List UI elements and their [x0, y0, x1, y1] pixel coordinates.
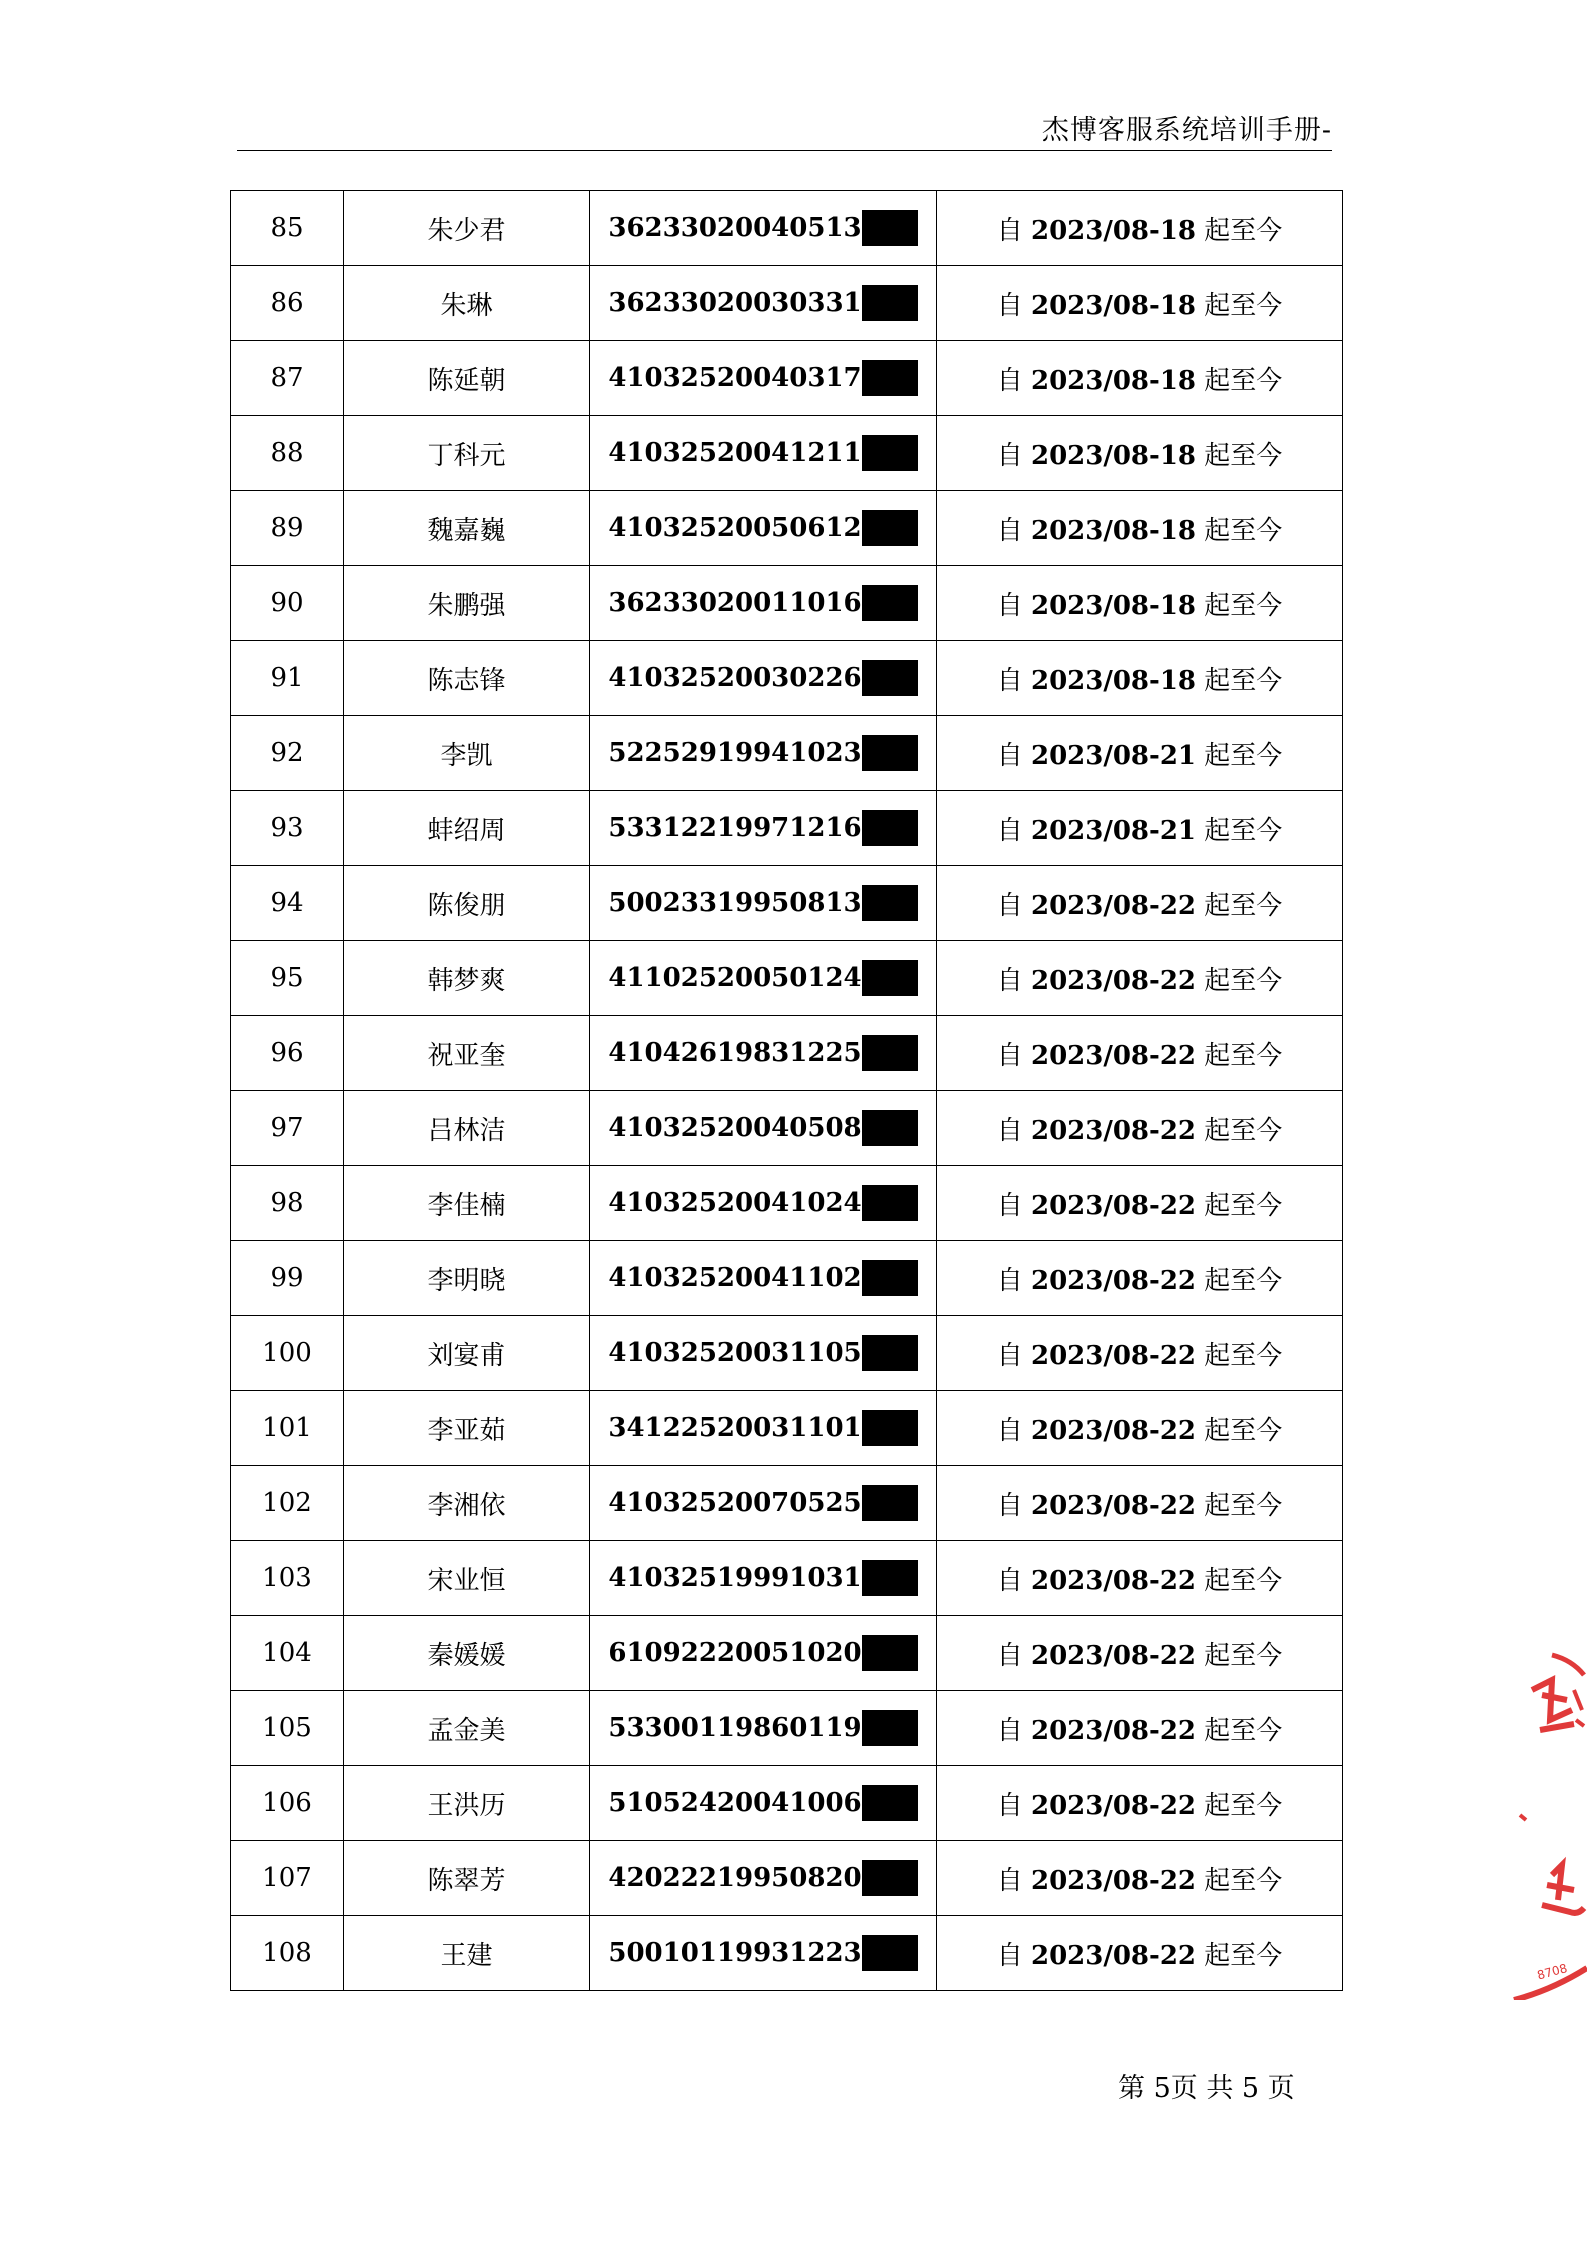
row-index: 102: [231, 1466, 344, 1541]
table-row: [231, 341, 1343, 416]
period-cell: [937, 641, 1343, 716]
id-number-cell: [590, 1016, 937, 1091]
period-prefix: 自: [996, 815, 1023, 846]
period-suffix: 起至今: [1204, 815, 1283, 846]
period-prefix: 自: [996, 1415, 1023, 1446]
official-seal-stamp: [1512, 1650, 1587, 2000]
period-cell: [937, 266, 1343, 341]
id-number-cell: [590, 491, 937, 566]
period-date: 2023/08-21: [1030, 815, 1196, 846]
period-suffix: 起至今: [1204, 665, 1283, 696]
period-cell: [937, 791, 1343, 866]
redaction-block: [862, 1110, 918, 1146]
table-row: [231, 1916, 1343, 1991]
id-number: 41032520041024: [608, 1188, 862, 1218]
period-prefix: 自: [996, 1640, 1023, 1671]
period-prefix: 自: [996, 1265, 1023, 1296]
person-name: 陈俊朋: [344, 866, 590, 941]
period-prefix: 自: [996, 1790, 1023, 1821]
row-index: 99: [231, 1241, 344, 1316]
period-suffix: 起至今: [1204, 515, 1283, 546]
period-suffix: 起至今: [1204, 1190, 1283, 1221]
table-row: [231, 1391, 1343, 1466]
person-name: 朱少君: [344, 191, 590, 266]
period-prefix: 自: [996, 965, 1023, 996]
id-number: 50023319950813: [608, 888, 862, 918]
period-suffix: 起至今: [1204, 1040, 1283, 1071]
id-number-cell: [590, 1166, 937, 1241]
period-cell: [937, 491, 1343, 566]
row-index: 98: [231, 1166, 344, 1241]
period-date: 2023/08-22: [1030, 1640, 1196, 1671]
period-prefix: 自: [996, 1115, 1023, 1146]
person-name: 祝亚奎: [344, 1016, 590, 1091]
person-name: 王洪历: [344, 1766, 590, 1841]
period-suffix: 起至今: [1204, 440, 1283, 471]
redaction-block: [862, 1860, 918, 1896]
person-name: 陈志锋: [344, 641, 590, 716]
redaction-block: [862, 810, 918, 846]
redaction-block: [862, 1335, 918, 1371]
redaction-block: [862, 735, 918, 771]
period-cell: [937, 416, 1343, 491]
id-number-cell: [590, 1241, 937, 1316]
period-date: 2023/08-21: [1030, 740, 1196, 771]
row-index: 100: [231, 1316, 344, 1391]
period-cell: [937, 716, 1343, 791]
period-suffix: 起至今: [1204, 1565, 1283, 1596]
period-cell: [937, 1091, 1343, 1166]
period-date: 2023/08-18: [1030, 365, 1196, 396]
page-number: 第 5页 共 5 页: [1118, 2073, 1295, 2104]
redaction-block: [862, 1485, 918, 1521]
period-date: 2023/08-22: [1030, 1265, 1196, 1296]
period-date: 2023/08-18: [1030, 440, 1196, 471]
row-index: 90: [231, 566, 344, 641]
period-date: 2023/08-22: [1030, 1190, 1196, 1221]
id-number-cell: [590, 1691, 937, 1766]
table-row: [231, 566, 1343, 641]
period-suffix: 起至今: [1204, 1865, 1283, 1896]
table-row: [231, 1166, 1343, 1241]
person-name: 秦媛媛: [344, 1616, 590, 1691]
period-suffix: 起至今: [1204, 215, 1283, 246]
header-divider: [237, 150, 1332, 151]
period-cell: [937, 1016, 1343, 1091]
redaction-block: [862, 1935, 918, 1971]
period-cell: [937, 1541, 1343, 1616]
period-suffix: 起至今: [1204, 1490, 1283, 1521]
redaction-block: [862, 435, 918, 471]
period-cell: [937, 1166, 1343, 1241]
period-cell: [937, 1616, 1343, 1691]
table-row: [231, 941, 1343, 1016]
row-index: 104: [231, 1616, 344, 1691]
period-date: 2023/08-22: [1030, 1715, 1196, 1746]
period-suffix: 起至今: [1204, 1265, 1283, 1296]
id-number-cell: [590, 791, 937, 866]
period-suffix: 起至今: [1204, 590, 1283, 621]
redaction-block: [862, 1785, 918, 1821]
row-index: 103: [231, 1541, 344, 1616]
person-name: 宋业恒: [344, 1541, 590, 1616]
person-name: 吕林洁: [344, 1091, 590, 1166]
redaction-block: [862, 1185, 918, 1221]
table-row: [231, 416, 1343, 491]
person-name: 李明晓: [344, 1241, 590, 1316]
period-date: 2023/08-18: [1030, 515, 1196, 546]
table-row: [231, 866, 1343, 941]
redaction-block: [862, 285, 918, 321]
id-number: 41032520030226: [608, 663, 862, 693]
id-number: 42022219950820: [608, 1863, 862, 1893]
redaction-block: [862, 1035, 918, 1071]
table-row: [231, 191, 1343, 266]
period-prefix: 自: [996, 1715, 1023, 1746]
period-cell: [937, 341, 1343, 416]
id-number-cell: [590, 1616, 937, 1691]
person-name: 刘宴甫: [344, 1316, 590, 1391]
table-row: [231, 1091, 1343, 1166]
roster-table: [230, 190, 1343, 1991]
roster-table-body: [231, 191, 1343, 1991]
redaction-block: [862, 1710, 918, 1746]
table-row: [231, 716, 1343, 791]
period-prefix: 自: [996, 290, 1023, 321]
person-name: 朱鹏强: [344, 566, 590, 641]
period-suffix: 起至今: [1204, 1340, 1283, 1371]
row-index: 101: [231, 1391, 344, 1466]
row-index: 85: [231, 191, 344, 266]
row-index: 106: [231, 1766, 344, 1841]
id-number-cell: [590, 866, 937, 941]
period-date: 2023/08-22: [1030, 890, 1196, 921]
id-number: 53312219971216: [608, 813, 862, 843]
person-name: 魏嘉巍: [344, 491, 590, 566]
id-number: 51052420041006: [608, 1788, 862, 1818]
period-prefix: 自: [996, 515, 1023, 546]
id-number-cell: [590, 641, 937, 716]
period-suffix: 起至今: [1204, 965, 1283, 996]
id-number-cell: [590, 1916, 937, 1991]
row-index: 107: [231, 1841, 344, 1916]
person-name: 朱琳: [344, 266, 590, 341]
row-index: 108: [231, 1916, 344, 1991]
id-number: 53300119860119: [608, 1713, 862, 1743]
period-suffix: 起至今: [1204, 1640, 1283, 1671]
period-cell: [937, 566, 1343, 641]
period-prefix: 自: [996, 740, 1023, 771]
table-row: [231, 791, 1343, 866]
id-number: 41032520040317: [608, 363, 862, 393]
id-number-cell: [590, 716, 937, 791]
id-number-cell: [590, 266, 937, 341]
period-cell: [937, 1466, 1343, 1541]
period-prefix: 自: [996, 1490, 1023, 1521]
redaction-block: [862, 1635, 918, 1671]
id-number: 34122520031101: [608, 1413, 862, 1443]
table-row: [231, 1241, 1343, 1316]
id-number-cell: [590, 191, 937, 266]
person-name: 王建: [344, 1916, 590, 1991]
id-number: 36233020030331: [608, 288, 862, 318]
period-date: 2023/08-22: [1030, 965, 1196, 996]
row-index: 96: [231, 1016, 344, 1091]
period-suffix: 起至今: [1204, 290, 1283, 321]
table-row: [231, 1766, 1343, 1841]
redaction-block: [862, 660, 918, 696]
id-number: 52252919941023: [608, 738, 862, 768]
row-index: 91: [231, 641, 344, 716]
row-index: 88: [231, 416, 344, 491]
row-index: 105: [231, 1691, 344, 1766]
period-date: 2023/08-22: [1030, 1040, 1196, 1071]
table-row: [231, 641, 1343, 716]
period-date: 2023/08-18: [1030, 590, 1196, 621]
person-name: 丁科元: [344, 416, 590, 491]
period-suffix: 起至今: [1204, 1715, 1283, 1746]
person-name: 李佳楠: [344, 1166, 590, 1241]
redaction-block: [862, 1560, 918, 1596]
period-prefix: 自: [996, 365, 1023, 396]
period-cell: [937, 1766, 1343, 1841]
period-date: 2023/08-22: [1030, 1415, 1196, 1446]
table-row: [231, 1466, 1343, 1541]
seal-fragment-graphic: [1512, 1650, 1587, 2000]
period-date: 2023/08-22: [1030, 1865, 1196, 1896]
redaction-block: [862, 585, 918, 621]
period-prefix: 自: [996, 1040, 1023, 1071]
table-row: [231, 1691, 1343, 1766]
seal-fragment-text: 8708: [1535, 1961, 1569, 1983]
table-row: [231, 1316, 1343, 1391]
id-number: 61092220051020: [608, 1638, 862, 1668]
id-number: 50010119931223: [608, 1938, 862, 1968]
id-number: 41032519991031: [608, 1563, 862, 1593]
redaction-block: [862, 360, 918, 396]
period-suffix: 起至今: [1204, 890, 1283, 921]
period-prefix: 自: [996, 890, 1023, 921]
id-number: 36233020040513: [608, 213, 862, 243]
period-date: 2023/08-22: [1030, 1490, 1196, 1521]
id-number: 41032520031105: [608, 1338, 862, 1368]
period-cell: [937, 866, 1343, 941]
person-name: 陈翠芳: [344, 1841, 590, 1916]
id-number-cell: [590, 1466, 937, 1541]
period-prefix: 自: [996, 1340, 1023, 1371]
period-prefix: 自: [996, 590, 1023, 621]
id-number-cell: [590, 941, 937, 1016]
row-index: 94: [231, 866, 344, 941]
period-prefix: 自: [996, 1565, 1023, 1596]
table-row: [231, 1541, 1343, 1616]
period-cell: [937, 1916, 1343, 1991]
period-prefix: 自: [996, 215, 1023, 246]
table-row: [231, 1616, 1343, 1691]
person-name: 李凯: [344, 716, 590, 791]
period-prefix: 自: [996, 665, 1023, 696]
row-index: 87: [231, 341, 344, 416]
id-number-cell: [590, 566, 937, 641]
period-cell: [937, 1241, 1343, 1316]
redaction-block: [862, 1410, 918, 1446]
row-index: 86: [231, 266, 344, 341]
redaction-block: [862, 210, 918, 246]
id-number-cell: [590, 1091, 937, 1166]
person-name: 蚌绍周: [344, 791, 590, 866]
period-cell: [937, 1841, 1343, 1916]
table-row: [231, 1841, 1343, 1916]
header-title: 杰博客服系统培训手册-: [1041, 115, 1332, 146]
id-number: 41032520040508: [608, 1113, 862, 1143]
period-prefix: 自: [996, 1865, 1023, 1896]
period-date: 2023/08-22: [1030, 1340, 1196, 1371]
period-suffix: 起至今: [1204, 1790, 1283, 1821]
row-index: 93: [231, 791, 344, 866]
redaction-block: [862, 510, 918, 546]
period-prefix: 自: [996, 440, 1023, 471]
row-index: 95: [231, 941, 344, 1016]
id-number-cell: [590, 1766, 937, 1841]
person-name: 陈延朝: [344, 341, 590, 416]
period-date: 2023/08-22: [1030, 1115, 1196, 1146]
id-number-cell: [590, 1841, 937, 1916]
period-date: 2023/08-22: [1030, 1940, 1196, 1971]
period-suffix: 起至今: [1204, 1940, 1283, 1971]
id-number: 41032520041102: [608, 1263, 862, 1293]
period-suffix: 起至今: [1204, 365, 1283, 396]
period-cell: [937, 191, 1343, 266]
period-date: 2023/08-18: [1030, 215, 1196, 246]
period-suffix: 起至今: [1204, 740, 1283, 771]
period-suffix: 起至今: [1204, 1115, 1283, 1146]
id-number: 36233020011016: [608, 588, 862, 618]
id-number-cell: [590, 341, 937, 416]
id-number-cell: [590, 1391, 937, 1466]
table-row: [231, 266, 1343, 341]
period-date: 2023/08-18: [1030, 665, 1196, 696]
table-row: [231, 1016, 1343, 1091]
period-prefix: 自: [996, 1940, 1023, 1971]
id-number: 41102520050124: [608, 963, 862, 993]
id-number: 41032520041211: [608, 438, 862, 468]
id-number: 41032520070525: [608, 1488, 862, 1518]
person-name: 李湘依: [344, 1466, 590, 1541]
period-date: 2023/08-22: [1030, 1565, 1196, 1596]
person-name: 韩梦爽: [344, 941, 590, 1016]
person-name: 李亚茹: [344, 1391, 590, 1466]
id-number: 41032520050612: [608, 513, 862, 543]
id-number: 41042619831225: [608, 1038, 862, 1068]
period-prefix: 自: [996, 1190, 1023, 1221]
period-cell: [937, 941, 1343, 1016]
period-cell: [937, 1316, 1343, 1391]
table-row: [231, 491, 1343, 566]
redaction-block: [862, 885, 918, 921]
row-index: 97: [231, 1091, 344, 1166]
period-cell: [937, 1391, 1343, 1466]
row-index: 92: [231, 716, 344, 791]
period-date: 2023/08-18: [1030, 290, 1196, 321]
redaction-block: [862, 960, 918, 996]
period-cell: [937, 1691, 1343, 1766]
id-number-cell: [590, 1316, 937, 1391]
redaction-block: [862, 1260, 918, 1296]
period-date: 2023/08-22: [1030, 1790, 1196, 1821]
id-number-cell: [590, 1541, 937, 1616]
period-suffix: 起至今: [1204, 1415, 1283, 1446]
id-number-cell: [590, 416, 937, 491]
person-name: 孟金美: [344, 1691, 590, 1766]
row-index: 89: [231, 491, 344, 566]
